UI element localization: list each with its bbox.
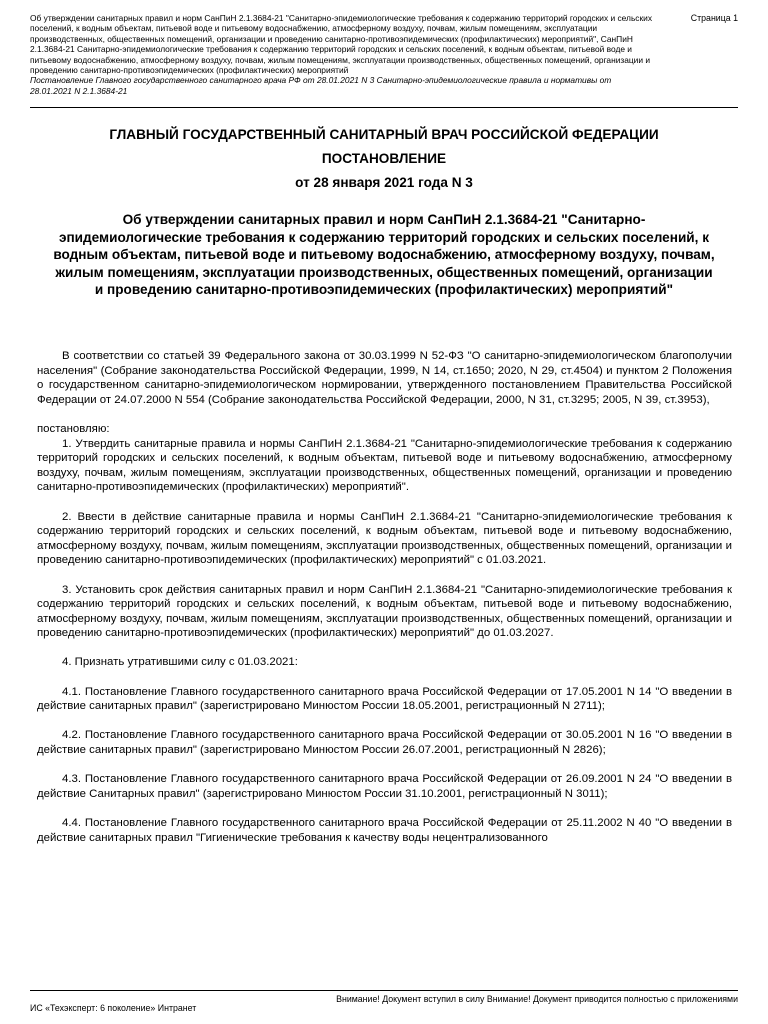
running-header xyxy=(30,13,738,96)
clause-4-1: 4.1. Постановление Главного государственного санитарного врача Российской Федерации от 17.05.2001 N 14 "О введении в действие санитарных правил" (зарегистрировано Минюстом России 18.05.2001, регистрационный N 2711); xyxy=(37,685,732,713)
clause-4-3: 4.3. Постановление Главного государственного санитарного врача Российской Федерации от 26.09.2001 N 24 "О введении в действие Санитарных правил" (зарегистрировано Минюстом России 31.10.2001, регистрационный N 3011); xyxy=(37,773,732,800)
clause-4-2: 4.2. Постановление Главного государственного санитарного врача Российской Федерации от 30.05.2001 N 16 "О введении в действие санитарных правил" (зарегистрировано Минюстом России 26.07.2001, регистрационный N 2826); xyxy=(37,729,732,757)
clause-3: 3. Установить срок действия санитарных правил и норм СанПиН 2.1.3684-21 "Санитарно-эпидемиологические требования к содержанию территорий городских и сельских поселений, к водным объектам, питьевой воде и питьевому водоснабжению, атмосферному воздуху, почвам, жилым помещениям, эксплуатации производственных, общественных помещений, организации и проведению санитарно-противоэпидемических (профилактических) мероприятий" до 01.03.2027. xyxy=(37,583,732,640)
resolution-word: постановляю: xyxy=(37,422,110,435)
header-document-description: Об утверждении санитарных правил и норм СанПиН 2.1.3684-21 "Санитарно-эпидемиологические требования к содержанию территорий городских и сельских поселений, к водным объектам, питьевой воде и питьевому водоснабжению, атмосферному воздуху, почвам, жилым помещениям, эксплуатации производственных, общественных помещений, организации и проведению санитарно-противоэпидемических (профилактических) мероприятий", СанПиН 2.1.3684-21 Санитарно-эпидемиологические требования к содержанию территорий городских и сельских поселений, к водным объектам, питьевой воде и питьевому водоснабжению, атмосферному воздуху, почвам, жилым помещениям, эксплуатации производственных, общественных помещений, организации и проведению санитарно-противоэпидемических (профилактических) мероприятий xyxy=(30,13,653,76)
clause-1: 1. Утвердить санитарные правила и нормы СанПиН 2.1.3684-21 "Санитарно-эпидемиологические требования к содержанию территорий городских и сельских поселений, к водным объектам, питьевой воде и питьевому водоснабжению, атмосферному воздуху, почвам, жилым помещениям, эксплуатации производственных, общественных помещений, организации и проведению санитарно-противоэпидемических (профилактических) мероприятий". xyxy=(37,437,732,494)
preamble-paragraph: В соответствии со статьей 39 Федерального закона от 30.03.1999 N 52-ФЗ "О санитарно-эпидемиологическом благополучии населения" (Собрание законодательства Российской Федерации, 1999, N 14, ст.1650; 2020, N 29, ст.4504) и пунктом 2 Положения о государственном санитарно-эпидемиологическом нормировании, утвержденного постановлением Правительства Российской Федерации от 24.07.2000 N 554 (Собрание законодательства Российской Федерации, 2000, N 31, ст.3295; 2005, N 39, ст.3953), xyxy=(37,350,732,406)
footer-system-name: ИС «Техэксперт: 6 поколение» Интранет xyxy=(30,1003,197,1013)
issuing-authority-block xyxy=(30,123,738,195)
header-divider xyxy=(30,107,738,108)
document-title: Об утверждении санитарных правил и норм СанПиН 2.1.3684-21 "Санитарно-эпидемиологические требования к содержанию территорий городских и сельских поселений, к водным объектам, питьевой воде и питьевому водоснабжению, атмосферному воздуху, почвам, жилым помещениям, эксплуатации производственных, общественных помещений, организации и проведению санитарно-противоэпидемических (профилактических) мероприятий" xyxy=(53,212,715,297)
authority-name: ГЛАВНЫЙ ГОСУДАРСТВЕННЫЙ САНИТАРНЫЙ ВРАЧ РОССИЙСКОЙ ФЕДЕРАЦИИ xyxy=(109,127,659,142)
document-date: от 28 января 2021 года N 3 xyxy=(295,175,473,190)
page-number: Страница 1 xyxy=(690,13,738,23)
footer-divider xyxy=(30,990,738,991)
document-body xyxy=(37,349,732,845)
header-document-reference: Постановление Главного государственного санитарного врача РФ от 28.01.2021 N 3 Санитарно-эпидемиологические правила и нормативы от 28.01.2021 N 2.1.3684-21 xyxy=(30,75,612,96)
clause-4-4: 4.4. Постановление Главного государственного санитарного врача Российской Федерации от 25.11.2002 N 40 "О введении в действие санитарных правил "Гигиенические требования к качеству воды нецентрализованного xyxy=(37,817,732,844)
clause-4: 4. Признать утратившими силу с 01.03.2021: xyxy=(62,656,298,669)
document-type: ПОСТАНОВЛЕНИЕ xyxy=(321,151,447,166)
clause-2: 2. Ввести в действие санитарные правила и нормы СанПиН 2.1.3684-21 "Санитарно-эпидемиологические требования к содержанию территорий городских и сельских поселений, к водным объектам, питьевой воде и питьевому водоснабжению, атмосферному воздуху, почвам, жилым помещениям, эксплуатации производственных, общественных помещений, организации и проведению санитарно-противоэпидемических (профилактических) мероприятий" с 01.03.2021. xyxy=(37,510,732,567)
footer-status-notice: Внимание! Документ вступил в силу Внимание! Документ приводится полностью с приложениями xyxy=(336,994,738,1004)
